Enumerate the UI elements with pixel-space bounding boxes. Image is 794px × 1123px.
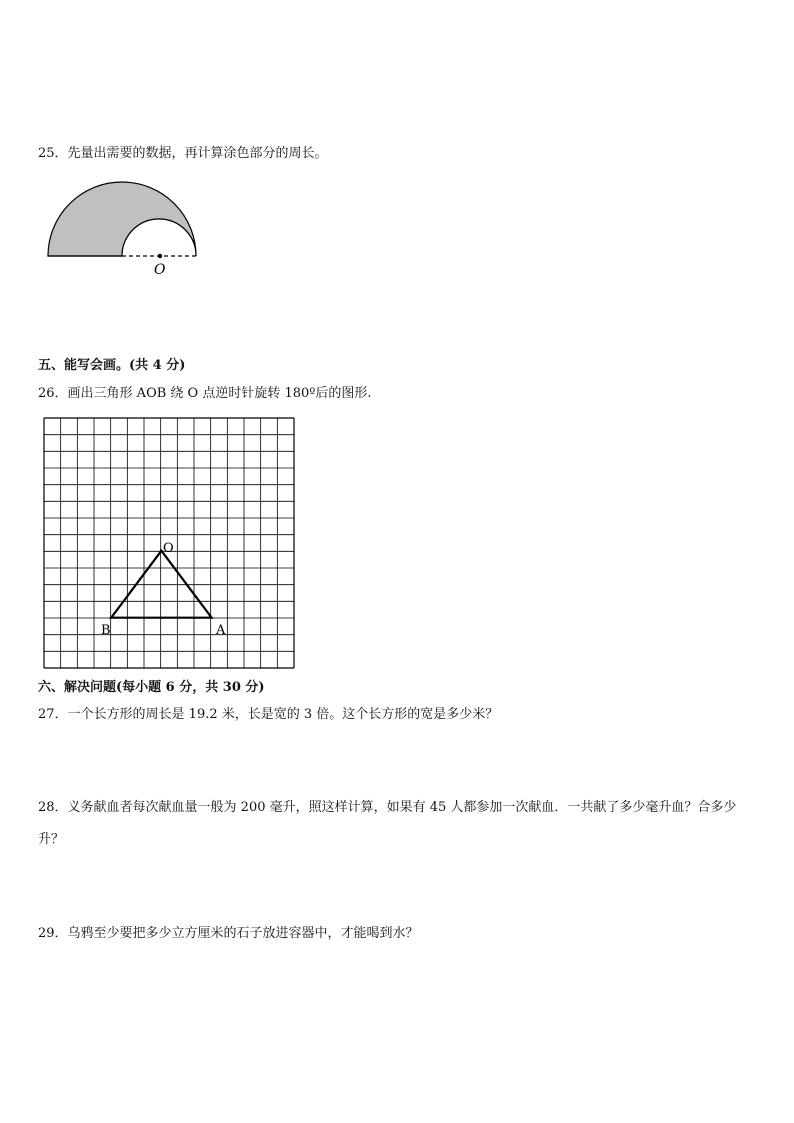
center-point (158, 254, 162, 258)
section-6-title: 六、解决问题(每小题 6 分，共 30 分) (38, 680, 265, 695)
center-label: O (154, 262, 166, 278)
question-27-number: 27． (38, 707, 68, 722)
question-29-prompt: 乌鸦至少要把多少立方厘米的石子放进容器中，才能喝到水？ (67, 926, 419, 941)
question-29 (38, 926, 419, 942)
question-28-number: 28． (38, 800, 68, 815)
rotation-grid (40, 414, 298, 672)
question-27-prompt: 一个长方形的周长是 19.2 米，长是宽的 3 倍。这个长方形的宽是多少米？ (67, 707, 499, 722)
question-25-number: 25． (38, 146, 68, 161)
question-25-text (38, 146, 328, 162)
question-27 (38, 707, 498, 723)
point-b-label: B (101, 623, 111, 638)
point-a-label: A (216, 623, 226, 638)
question-26-number: 26． (38, 386, 68, 401)
question-28 (38, 792, 758, 856)
question-29-number: 29． (38, 926, 68, 941)
triangle-aob (111, 551, 211, 618)
semicircle-figure (40, 175, 205, 280)
question-25-prompt: 先量出需要的数据，再计算涂色部分的周长。 (67, 146, 328, 161)
question-26-text (38, 386, 372, 402)
point-o-label: O (163, 541, 174, 556)
question-28-prompt: 义务献血者每次献血量一般为 200 毫升，照这样计算，如果有 45 人都参加一次献血．一共献了多少毫升血？合多少升？ (38, 800, 737, 847)
question-26-prompt: 画出三角形 AOB 绕 O 点逆时针旋转 180º后的图形. (67, 386, 372, 401)
section-5-title: 五、能写会画。(共 4 分) (38, 358, 186, 373)
